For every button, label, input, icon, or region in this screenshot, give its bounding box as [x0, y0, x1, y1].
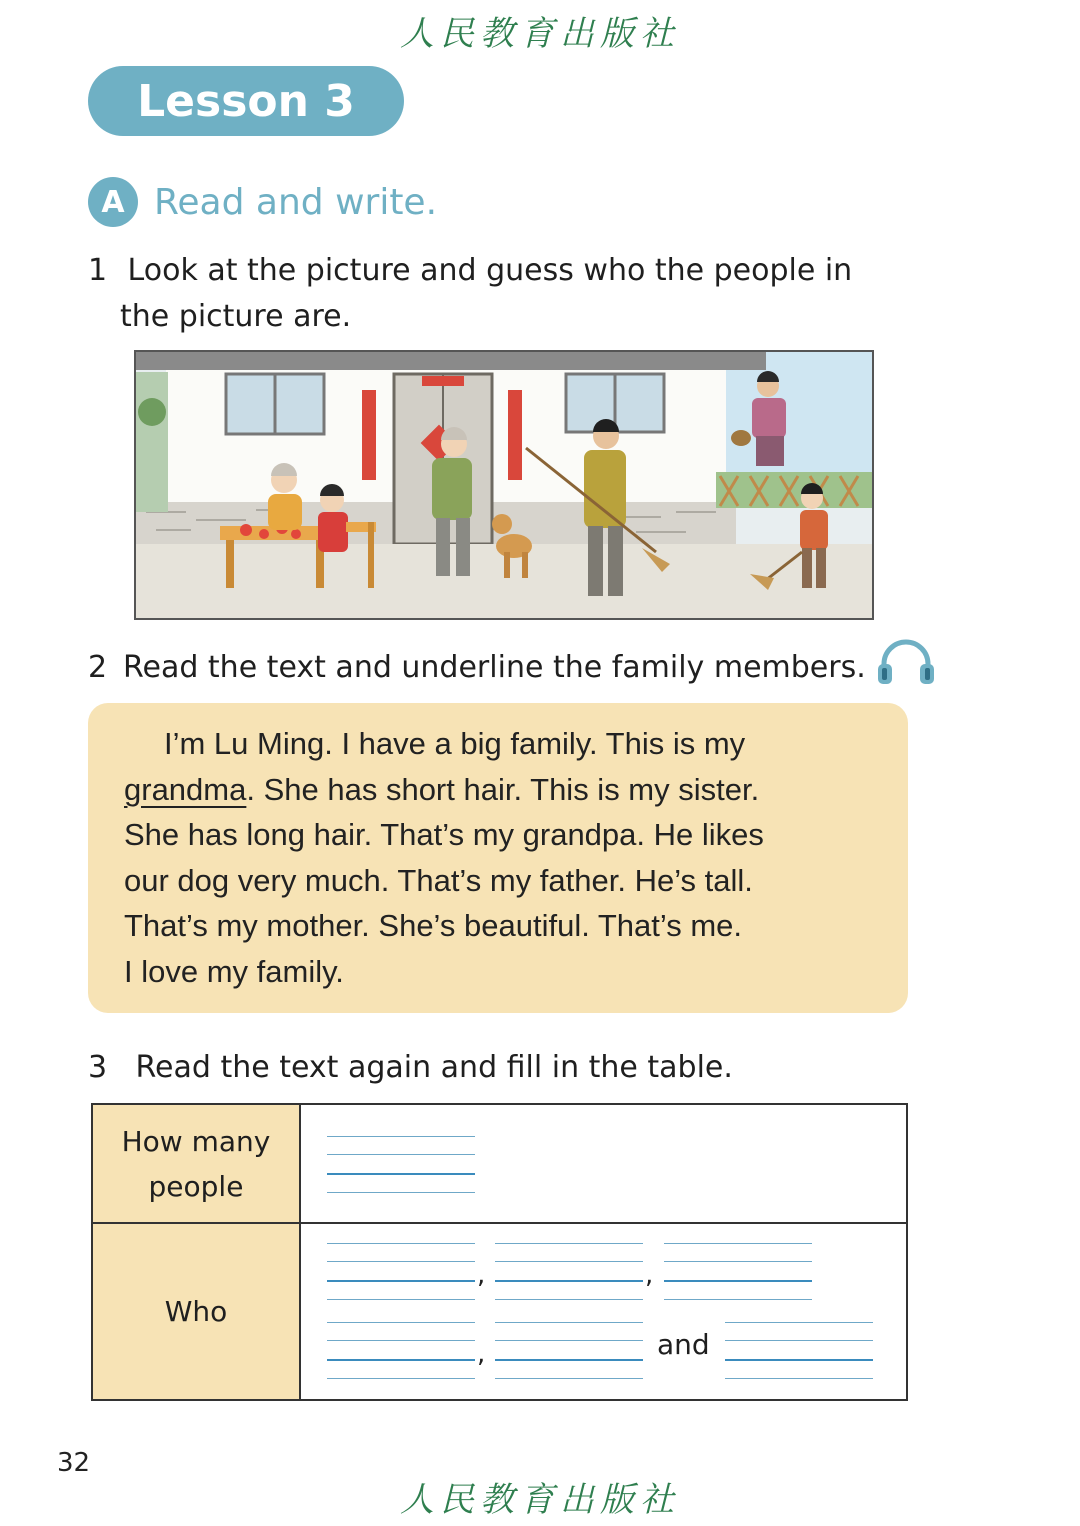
reading-line: I’m Lu Ming. I have a big family. This is my — [164, 726, 746, 761]
headphones-icon[interactable] — [876, 638, 936, 698]
task-number: 1 — [88, 253, 108, 288]
header-line: people — [148, 1169, 244, 1203]
reading-line-rest: . She has short hair. This is my sister. — [246, 771, 760, 807]
lesson-title-text: Lesson 3 — [137, 75, 355, 127]
comma: , — [477, 1260, 486, 1290]
table-row-who — [93, 1224, 906, 1399]
task-text: Look at the picture and guess who the people in — [127, 253, 853, 288]
publisher-watermark-bottom: 人民教育出版社 — [400, 1480, 680, 1520]
lesson-title — [88, 66, 404, 136]
answer-blank-who-1[interactable] — [327, 1243, 475, 1301]
family-illustration — [134, 350, 874, 620]
task-text-line2: the picture are. — [120, 299, 352, 334]
task-text: Read the text and underline the family members. — [123, 650, 866, 685]
reading-passage — [88, 703, 908, 1013]
answer-blank-how-many[interactable] — [327, 1136, 475, 1194]
and-word: and — [657, 1328, 710, 1361]
section-badge: A — [88, 177, 138, 227]
table-header-who: Who — [93, 1224, 301, 1399]
page-number: 32 — [57, 1448, 91, 1478]
section-title: Read and write. — [154, 181, 438, 223]
task-number: 3 — [88, 1050, 108, 1085]
answer-blank-who-3[interactable] — [664, 1243, 812, 1301]
task-number: 2 — [88, 650, 108, 685]
task-1-instruction — [88, 248, 948, 340]
comma: , — [477, 1339, 486, 1369]
reading-line: She has long hair. That’s my grandpa. He likes — [124, 817, 764, 852]
section-a-header — [88, 177, 437, 227]
header-line: How many — [121, 1124, 271, 1158]
table-row-how-many — [93, 1105, 906, 1224]
publisher-watermark-top: 人民教育出版社 — [400, 14, 680, 54]
answer-blank-who-4[interactable] — [327, 1322, 475, 1380]
answer-blank-who-6[interactable] — [725, 1322, 873, 1380]
answer-blank-who-5[interactable] — [495, 1322, 643, 1380]
task-3-instruction — [88, 1045, 733, 1091]
reading-line: That’s my mother. She’s beautiful. That’s me. — [124, 908, 743, 943]
reading-line — [124, 767, 878, 813]
reading-line: I love my family. — [124, 953, 344, 989]
fill-in-table — [91, 1103, 908, 1401]
comma: , — [645, 1260, 654, 1290]
answer-blank-who-2[interactable] — [495, 1243, 643, 1301]
task-text: Read the text again and fill in the table. — [135, 1050, 733, 1085]
reading-line: our dog very much. That’s my father. He’s tall. — [124, 862, 753, 898]
task-2-instruction — [88, 638, 968, 698]
table-header-how-many — [93, 1105, 301, 1222]
underlined-word: grandma — [124, 771, 247, 807]
